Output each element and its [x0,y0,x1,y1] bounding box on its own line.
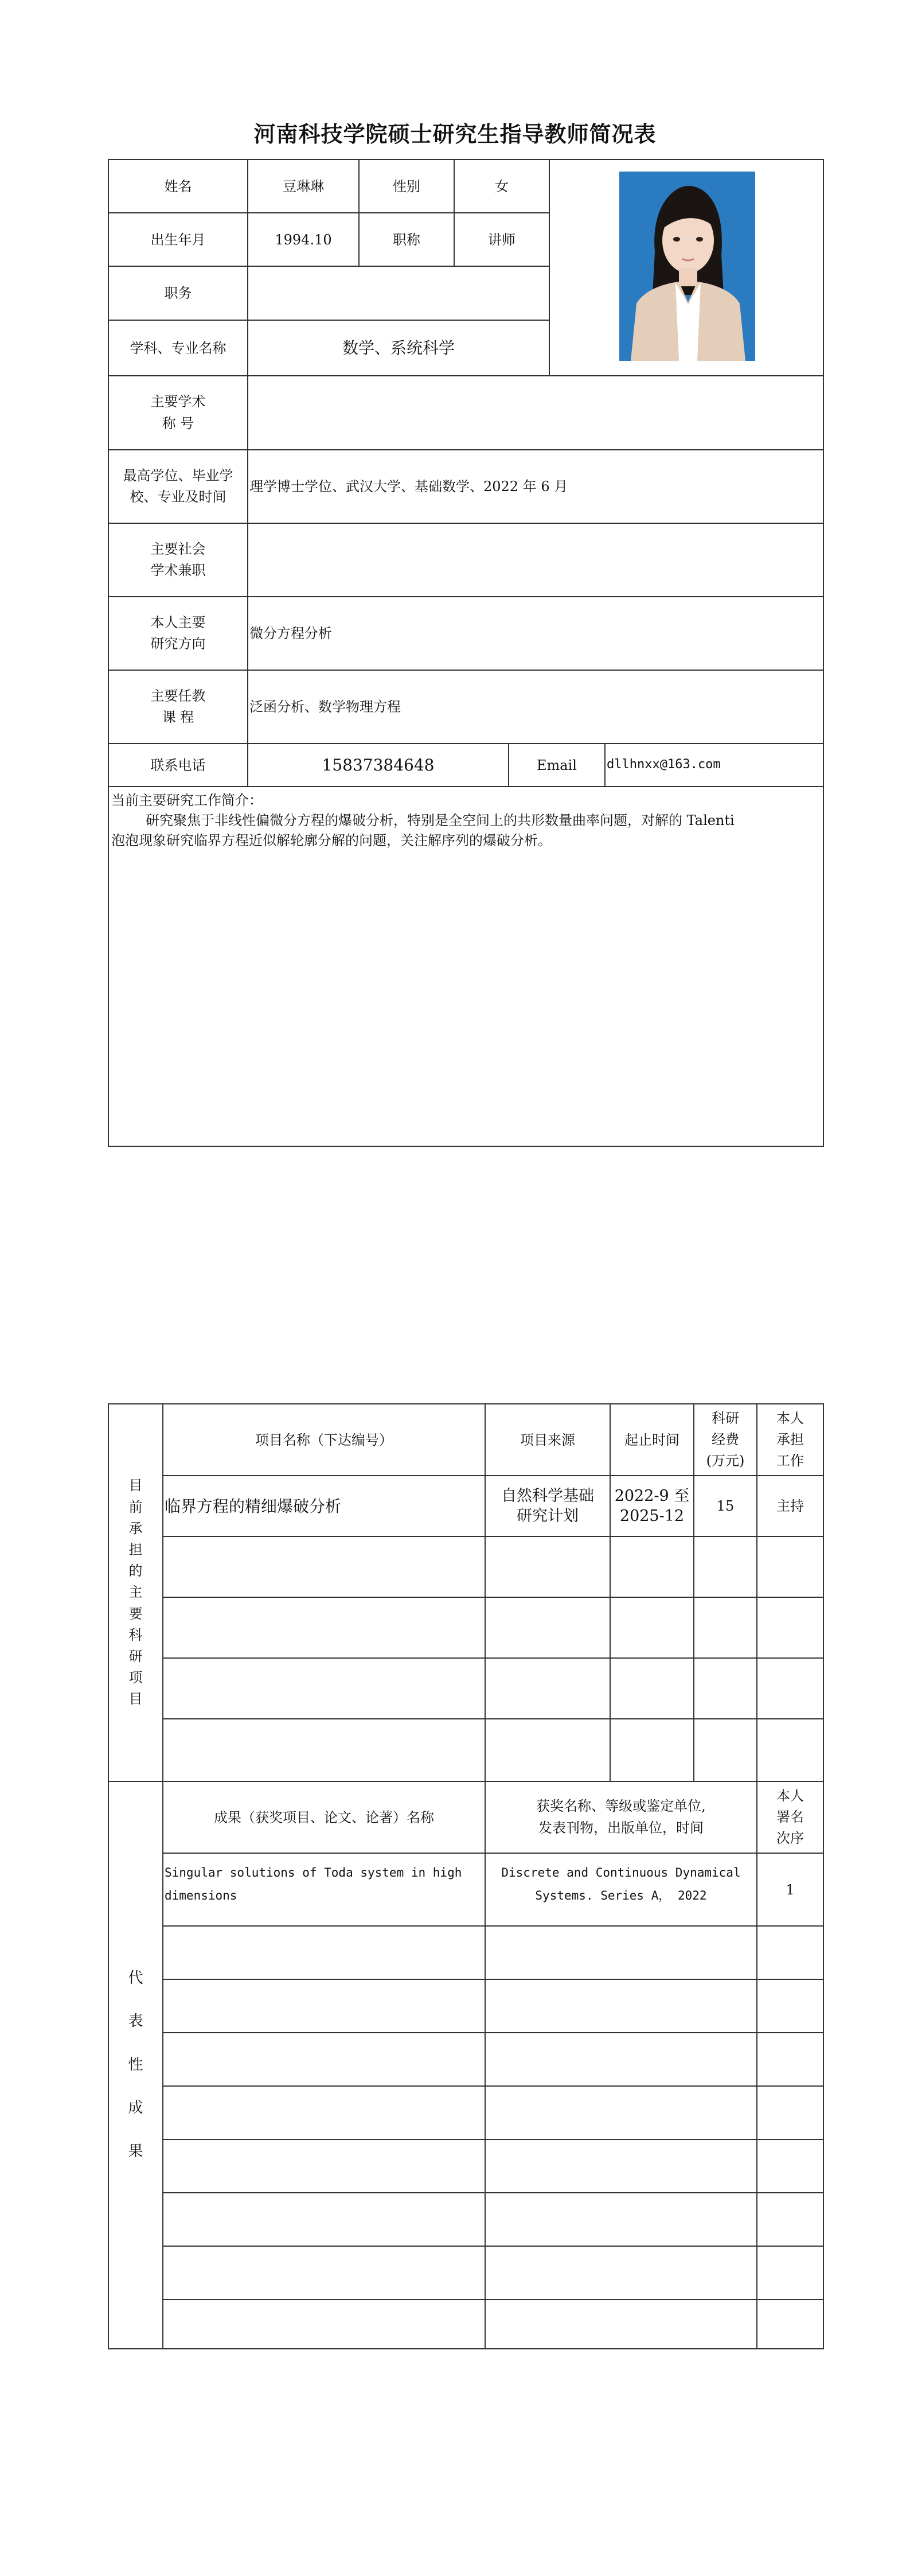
role-header-line: 本人 [776,1410,804,1426]
project-empty-cell [756,1718,824,1782]
courses-label-cell [108,670,248,744]
project-empty-cell [756,1657,824,1719]
gender-label-cell [358,159,455,213]
project-empty-cell [756,1597,824,1659]
project-empty-cell [693,1597,757,1659]
academic-value-cell [247,375,824,450]
achievements-side-char: 成 [128,2099,143,2117]
achievement-empty-cell [756,1979,824,2033]
intro-heading: 当前主要研究工作简介： [111,792,263,808]
venue-header-line: 获奖名称、等级或鉴定单位, [536,1798,706,1815]
project-empty-cell [485,1657,611,1719]
social-label-line1: 主要社会 [150,540,206,557]
position-label: 职务 [164,285,192,301]
courses-label-line1: 主要任教 [150,687,206,704]
projects-side-char: 的 [128,1563,143,1579]
project-role-cell [756,1475,824,1537]
achievement-empty-cell [485,2032,757,2087]
funding-header-line: 经费 [712,1431,739,1447]
achievement-empty-cell [162,2139,486,2193]
achievement-order-cell [756,1853,824,1927]
achievement-empty-cell [485,2299,757,2349]
rank-label: 职称 [393,231,420,248]
achievement-venue-line: Systems. Series A， 2022 [535,1888,707,1902]
degree-value: 理学博士学位、武汉大学、基础数学、2022 年 6 月 [249,478,568,495]
intro-line-1: 研究聚焦于非线性偏微分方程的爆破分析，特别是全空间上的共形数量曲率问题，对解的 Talenti [146,812,735,828]
project-funding-cell [693,1475,757,1537]
projects-side-char: 承 [128,1520,143,1536]
project-source-cell [485,1475,611,1537]
project-empty-cell [756,1536,824,1598]
project-empty-cell [693,1536,757,1598]
achievement-name-line: dimensions [165,1888,237,1902]
degree-value-cell [247,449,824,524]
gender-value-cell [454,159,550,213]
academic-label-cell [108,375,248,450]
position-label-cell [108,266,248,321]
achievement-name-cell [162,1853,486,1927]
achievements-header-venue [485,1781,757,1854]
achievement-empty-cell [485,1979,757,2033]
achievements-header-name [162,1781,486,1854]
project-empty-cell [693,1657,757,1719]
academic-label-line2: 称 号 [162,415,194,431]
achievement-empty-cell [162,2299,486,2349]
intro-cell [108,786,824,1147]
projects-side-char: 要 [128,1605,143,1622]
intro-line-2: 泡泡现象研究临界方程近似解轮廓分解的问题，关注解序列的爆破分析。 [111,832,552,849]
achievement-empty-cell [756,2246,824,2300]
project-empty-cell [610,1597,694,1659]
research-label-line2: 研究方向 [150,636,206,652]
achievement-empty-cell [162,2192,486,2247]
projects-side-char: 目 [128,1477,143,1494]
research-value-cell [247,596,824,671]
project-empty-cell [162,1536,486,1598]
project-source-line: 自然科学基础 [501,1487,594,1505]
gender-value: 女 [495,178,509,194]
projects-header-funding [693,1403,757,1476]
achievement-empty-cell [162,2085,486,2140]
project-empty-cell [485,1536,611,1598]
phone-label: 联系电话 [150,757,206,773]
projects-side-char: 目 [128,1691,143,1707]
position-value-cell [247,266,550,321]
project-funding: 15 [716,1498,735,1514]
achievement-empty-cell [162,2246,486,2300]
order-header-line: 署名 [776,1808,804,1825]
rank-label-cell [358,212,455,267]
projects-header-period [610,1403,694,1476]
achievement-empty-cell [756,2032,824,2087]
project-name-cell [162,1475,486,1537]
project-empty-cell [610,1718,694,1782]
intro-block [110,787,735,850]
achievements-header-name-text: 成果（获奖项目、论文、论著）名称 [214,1809,434,1826]
role-header-line: 工作 [776,1453,804,1469]
projects-header-period-text: 起止时间 [624,1431,679,1448]
projects-side-char: 科 [128,1626,143,1643]
degree-label-line1: 最高学位、毕业学 [123,467,233,484]
project-empty-cell [610,1657,694,1719]
social-label-cell [108,523,248,597]
degree-label-line2: 校、专业及时间 [130,489,226,505]
achievement-empty-cell [485,2192,757,2247]
achievement-empty-cell [162,1979,486,2033]
research-label-cell [108,596,248,671]
projects-header-name-text: 项目名称（下达编号） [255,1431,393,1448]
discipline-value-cell [247,320,550,376]
gender-label: 性别 [393,178,420,194]
courses-label-line2: 课 程 [162,709,194,725]
funding-header-line: 科研 [712,1410,739,1426]
achievement-empty-cell [756,1925,824,1980]
project-empty-cell [162,1597,486,1659]
project-name: 临界方程的精细爆破分析 [165,1496,342,1516]
project-empty-cell [162,1657,486,1719]
achievement-empty-cell [756,2192,824,2247]
social-label-line2: 学术兼职 [150,562,206,578]
project-period-line: 2025-12 [619,1507,685,1525]
achievements-side-label [108,1781,163,2349]
projects-side-char: 研 [128,1648,143,1664]
projects-header-source [485,1403,611,1476]
achievements-side-char: 果 [128,2142,143,2160]
research-value: 微分方程分析 [249,625,332,641]
achievement-empty-cell [756,2139,824,2193]
achievements-header-order [756,1781,824,1854]
phone-value-cell [247,743,509,787]
project-role: 主持 [776,1498,804,1514]
achievement-empty-cell [485,1925,757,1980]
email-value: dllhnxx@163.com [607,757,721,772]
achievements-side-char: 表 [128,2013,143,2030]
funding-header-line: (万元) [706,1453,745,1469]
birth-label-cell [108,212,248,267]
achievement-empty-cell [485,2246,757,2300]
discipline-value: 数学、系统科学 [342,338,455,357]
birth-value-cell [247,212,360,267]
achievement-empty-cell [162,2032,486,2087]
rank-value: 讲师 [488,231,515,248]
achievements-side-char: 代 [128,1970,143,1987]
achievement-venue-cell [485,1853,757,1927]
email-label: Email [537,757,577,773]
projects-side-char: 主 [128,1584,143,1601]
birth-value: 1994.10 [275,231,332,248]
name-value: 豆琳琳 [283,178,324,194]
achievement-name-line: Singular solutions of Toda system in high [165,1866,462,1880]
email-label-cell [508,743,606,787]
social-value-cell [247,523,824,597]
projects-side-char: 项 [128,1670,143,1686]
achievement-order: 1 [786,1881,795,1898]
degree-label-cell [108,449,248,524]
order-header-line: 本人 [776,1787,804,1804]
achievements-side-char: 性 [128,2056,143,2073]
role-header-line: 承担 [776,1431,804,1447]
achievement-empty-cell [756,2299,824,2349]
project-empty-cell [485,1597,611,1659]
projects-header-source-text: 项目来源 [520,1431,575,1448]
project-period-cell [610,1475,694,1537]
achievement-empty-cell [162,1925,486,1980]
discipline-label-cell [108,320,248,376]
venue-header-line: 发表刊物，出版单位，时间 [538,1819,704,1836]
name-label-cell [108,159,248,213]
achievement-venue-line: Discrete and Continuous Dynamical [501,1866,741,1880]
portrait-photo [619,172,755,361]
portrait-image [619,172,755,361]
projects-side-char: 担 [128,1542,143,1558]
projects-side-char: 前 [128,1499,143,1515]
projects-header-role [756,1403,824,1476]
project-empty-cell [693,1718,757,1782]
discipline-label: 学科、专业名称 [130,340,226,356]
projects-header-name [162,1403,486,1476]
birth-label: 出生年月 [150,231,206,248]
page-title: 河南科技学院硕士研究生指导教师简况表 [253,122,657,147]
achievement-empty-cell [485,2139,757,2193]
achievement-empty-cell [485,2085,757,2140]
project-empty-cell [485,1718,611,1782]
name-value-cell [247,159,360,213]
courses-value-cell [247,670,824,744]
phone-label-cell [108,743,248,787]
email-value-cell [604,743,824,787]
order-header-line: 次序 [776,1830,804,1847]
project-source-line: 研究计划 [517,1507,579,1525]
rank-value-cell [454,212,550,267]
name-label: 姓名 [164,178,192,194]
academic-label-line1: 主要学术 [150,394,206,410]
research-label-line1: 本人主要 [150,614,206,631]
courses-value: 泛函分析、数学物理方程 [249,699,401,715]
project-empty-cell [610,1536,694,1598]
phone-value: 15837384648 [322,756,435,775]
achievement-empty-cell [756,2085,824,2140]
projects-side-label [108,1403,163,1782]
project-empty-cell [162,1718,486,1782]
project-period-line: 2022-9 至 [614,1487,690,1505]
